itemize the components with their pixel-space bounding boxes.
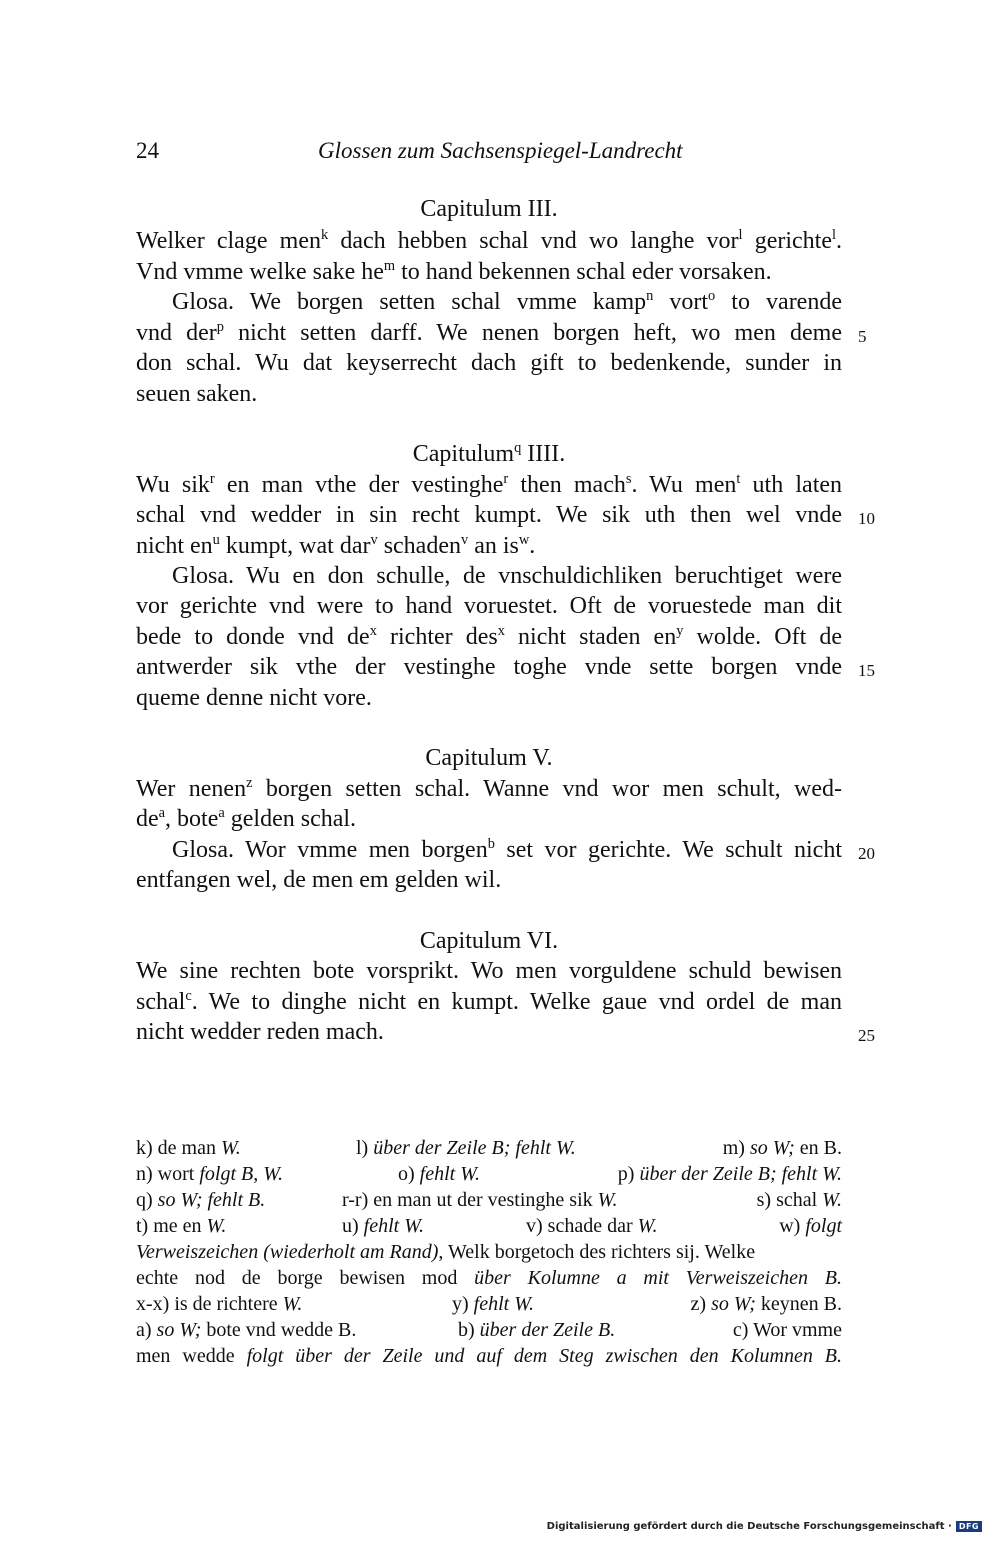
text-line: vnd der$^p$ nicht setten darff. We nenen borgen heft, wo men deme <box>136 319 842 346</box>
footnote-line: a) so W; bote vnd wedde B. b) über der Zeile B. c) Wor vmme <box>136 1319 842 1341</box>
text-line: queme denne nicht vore. <box>136 685 372 711</box>
running-title: Glossen zum Sachsenspiegel-Landrecht <box>318 138 683 163</box>
footnote-line: k) de man W. l) über der Zeile B; fehlt W. m) so W; en B. <box>136 1137 842 1159</box>
text-line: Vnd vmme welke sake $he^m$ to hand bekennen schal eder vorsaken. <box>136 258 772 285</box>
footnote-line: t) me en W. u) fehlt W. v) schade dar W. w) folgt <box>136 1215 842 1237</box>
text-line: don schal. Wu dat keyserrecht dach gift to bedenkende, sunder in <box>136 350 842 376</box>
text-line: seuen saken. <box>136 381 258 407</box>
text-line: Wer nenen$^z$ borgen setten schal. Wanne vnd wor men schult, wed- <box>136 775 842 802</box>
text-line: $de^a$, bote$^a$ gelden schal. <box>136 805 357 832</box>
text-line: nicht $en^u$ kumpt, wat dar$^v$ schaden$^v$ an $is^w$. <box>136 532 536 559</box>
text-line: schal vnd wedder in sin recht kumpt. We sik uth then wel vnde <box>136 502 842 528</box>
text-line: nicht wedder reden mach. <box>136 1019 384 1045</box>
line-number: 10 <box>858 509 875 528</box>
chapter-heading: Capitulum V. <box>425 745 553 771</box>
text-line: antwerder sik vthe der vestinghe toghe vnde sette borgen vnde <box>136 654 842 680</box>
footnote-line: q) so W; fehlt B. r-r) en man ut der vestinghe sik W. s) schal W. <box>136 1189 842 1211</box>
dfg-logo-icon: DFG <box>956 1521 982 1532</box>
footnote-line: Verweiszeichen (wiederholt am Rand), Welk borgetoch des richters sij. Welke <box>136 1241 756 1263</box>
text-line: Glosa. Wu en don schulle, de vnschuldichliken beruchtiget were <box>172 563 842 589</box>
text-line: entfangen wel, de men em gelden wil. <box>136 867 502 893</box>
line-number: 20 <box>858 844 875 863</box>
footnote-line: x-x) is de richtere W. y) fehlt W. z) so W; keynen B. <box>136 1293 842 1315</box>
digitization-credit <box>547 1521 982 1532</box>
footnote-line: n) wort folgt B, W. o) fehlt W. p) über der Zeile B; fehlt W. <box>136 1163 842 1185</box>
text-line: Glosa. Wor vmme men borgen$^b$ set vor gerichte. We schult nicht <box>172 836 842 863</box>
chapter-heading: Capitulum$^q$ IIII. <box>412 440 566 467</box>
page-number: 24 <box>136 138 159 163</box>
line-number: 25 <box>858 1026 875 1045</box>
text-line: Glosa. We borgen setten schal vmme kamp$^n$ vort$^o$ to varende <box>172 288 842 315</box>
credit-text: Digitalisierung gefördert durch die Deutsche Forschungsgemeinschaft · <box>546 1521 952 1532</box>
chapter-heading: Capitulum III. <box>420 196 558 222</box>
line-number: 15 <box>858 661 875 680</box>
text-line: Wu sik$^r$ en man vthe der vestinghe$^r$ then mach$^s$. Wu men$^t$ uth laten <box>136 471 843 498</box>
text-line: Welker clage men$^k$ dach hebben schal vnd wo langhe vor$^l$ gerichte$^l$. <box>136 227 842 254</box>
text-line: We sine rechten bote vorsprikt. Wo men vorguldene schuld bewisen <box>136 958 842 984</box>
footnote-line: men wedde folgt über der Zeile und auf dem Steg zwischen den Kolumnen B. <box>136 1345 842 1367</box>
text-line: bede to donde vnd $de^x$ richter des$^x$ nicht staden $en^y$ wolde. Oft de <box>136 623 843 650</box>
chapter-heading: Capitulum VI. <box>419 928 559 954</box>
footnote-line: echte nod de borge bewisen mod über Kolumne a mit Verweiszeichen B. <box>136 1267 842 1289</box>
text-line: vor gerichte vnd were to hand voruestet. Oft de voruestede man dit <box>136 593 842 619</box>
line-number: 5 <box>858 327 867 346</box>
text-line: schal$^c$. We to dinghe nicht en kumpt. Welke gaue vnd ordel de man <box>136 988 842 1015</box>
page-header <box>0 138 1000 170</box>
